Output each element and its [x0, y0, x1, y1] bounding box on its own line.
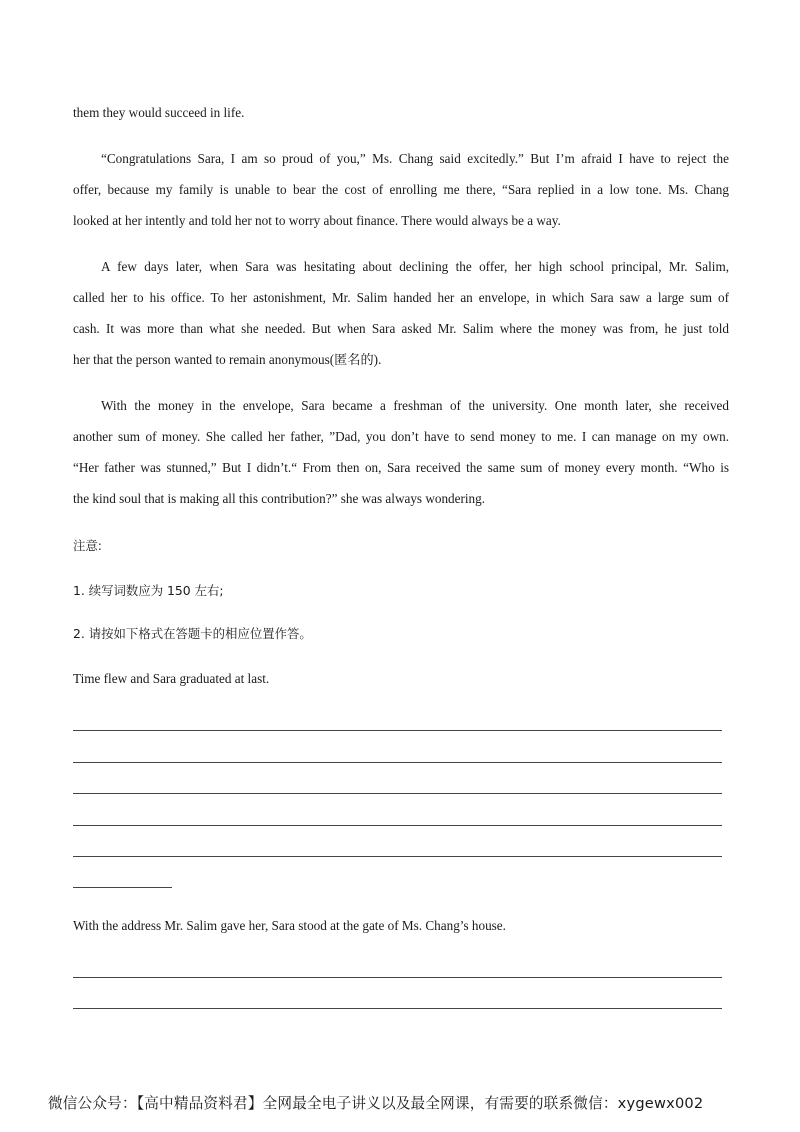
text-line: her that the person wanted to remain anonymous(匿名的).	[73, 352, 382, 367]
text-line: looked at her intently and told her not to worry about finance. There would always be a way.	[73, 213, 561, 228]
continuation-prompt-1: Time flew and Sara graduated at last.	[73, 671, 270, 686]
writing-line[interactable]	[73, 762, 722, 763]
text-line: cash. It was more than what she needed. But when Sara asked Mr. Salim where the money was from, he just told	[73, 321, 729, 336]
text-line: “Her father was stunned,” But I didn’t.“ From then on, Sara received the same sum of money every month. “Who is	[73, 460, 729, 475]
text-line: With the money in the envelope, Sara became a freshman of the university. One month later, she received	[101, 398, 729, 413]
writing-line[interactable]	[73, 730, 722, 731]
writing-line[interactable]	[73, 856, 722, 857]
writing-line[interactable]	[73, 977, 722, 978]
writing-line[interactable]	[73, 793, 722, 794]
writing-line[interactable]	[73, 887, 172, 888]
notes-item-2: 2. 请按如下格式在答题卡的相应位置作答。	[73, 626, 312, 641]
page-footer: 微信公众号：【高中精品资料君】全网最全电子讲义以及最全网课，有需要的联系微信：xygewx002	[48, 1095, 704, 1112]
text-line: the kind soul that is making all this contribution?” she was always wondering.	[73, 491, 486, 506]
writing-line[interactable]	[73, 825, 722, 826]
text-line: offer, because my family is unable to bear the cost of enrolling me there, “Sara replied in a low tone. Ms. Chang	[73, 182, 729, 197]
notes-item-1: 1. 续写词数应为 150 左右;	[73, 583, 224, 598]
text-line: them they would succeed in life.	[73, 105, 245, 120]
text-line: another sum of money. She called her father, ”Dad, you don’t have to send money to me. I can manage on my own.	[73, 429, 729, 444]
notes-heading: 注意:	[73, 538, 102, 553]
text-line: “Congratulations Sara, I am so proud of you,” Ms. Chang said excitedly.” But I’m afraid I have to reject the	[101, 151, 729, 166]
text-line: A few days later, when Sara was hesitating about declining the offer, her high school principal, Mr. Salim,	[101, 259, 729, 274]
writing-line[interactable]	[73, 1008, 722, 1009]
text-line: called her to his office. To her astonishment, Mr. Salim handed her an envelope, in which Sara saw a large sum of	[73, 290, 729, 305]
continuation-prompt-2: With the address Mr. Salim gave her, Sara stood at the gate of Ms. Chang’s house.	[73, 918, 506, 933]
